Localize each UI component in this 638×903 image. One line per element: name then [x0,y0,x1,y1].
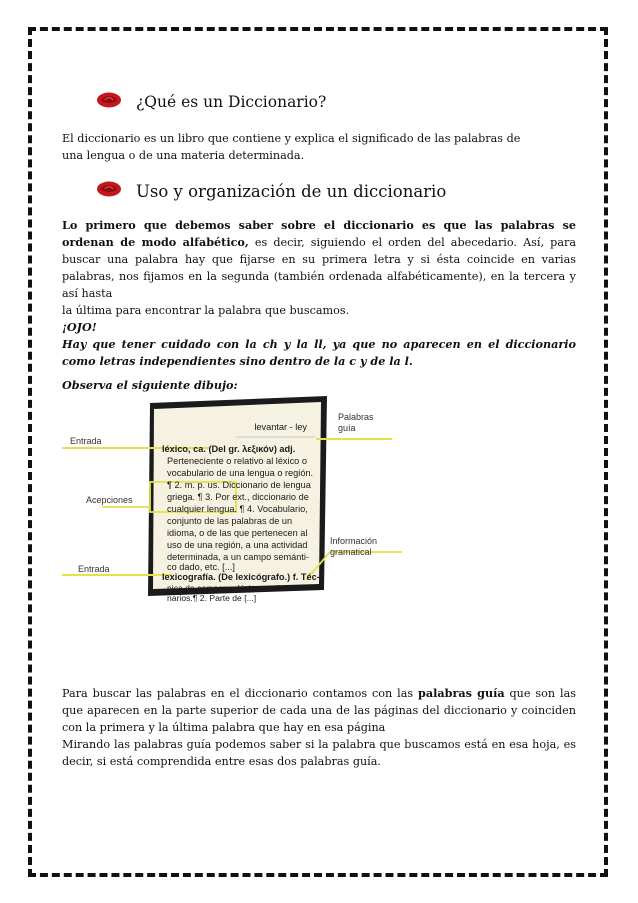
guide-words-text-end: que son las que aparecen en la parte superior de cada una de las páginas del diccionario y coinciden con la primera y la última palabra que hay en esa página [62,687,576,734]
entry-line: ¶ 2. m. p. us. Diccionario de lengua [167,480,311,490]
entry-line: nica de componer léxicos o diccio- [167,583,299,593]
entry-line: co dado, etc. [...] [167,562,235,572]
guide-words-text: levantar - ley [254,422,307,432]
guide-words-second-paragraph: Mirando las palabras guía podemos saber si la palabra que buscamos está en esa hoja, es decir, si está comprendida entre esas dos palabras guía. [62,738,576,768]
definition-line-1: El diccionario es un libro que contiene y explica el significado de las palabras de [62,132,521,145]
alphabetical-order-text: es decir, siguiendo el orden del abecedario. Así, para buscar una palabra hay que fijarse en su primera letra y si ésta coincide en varias palabras, nos fijamos en la segunda (también ordenada alfabéticamente), en la tercera y así hasta [62,236,577,300]
entry-line: conjunto de las palabras de un [167,516,293,526]
entry-line: determinada, a un campo semánti- [167,552,309,562]
label-info-2: gramatical [330,547,372,557]
entry-line: idioma, o de las que pertenecen al [167,528,308,538]
guide-words-text-start: Para buscar las palabras en el diccionario contamos con las [62,687,419,700]
entry-line: léxico, ca. (Del gr. λεξικόν) adj. [162,444,296,454]
entry-line: vocabulario de una lengua o región. [167,468,314,478]
label-meanings: Acepciones [86,495,133,505]
observe-caption-text: Observa el siguiente dibujo: [62,378,238,392]
heading-what-is-dictionary: ¿Qué es un Diccionario? [136,93,327,111]
entry-line: uso de una región, a una actividad [167,540,308,550]
entry-line: lexicografía. (De lexicógrafo.) f. Téc- [162,572,320,582]
entry-line: griega. ¶ 3. Por ext., diccionario de [167,492,309,502]
label-entry-2: Entrada [78,564,110,574]
rose-icon [96,181,122,197]
label-info-1: Información [330,536,378,546]
heading-use-organization: Uso y organización de un diccionario [136,182,447,201]
ojo-label: ¡OJO! [62,320,97,334]
guide-words-bold: palabras guía [418,686,505,700]
entry-line: narios.¶ 2. Parte de [...] [167,593,257,603]
label-guide-1: Palabras [338,412,374,422]
rose-icon [96,92,122,108]
entry-line: Perteneciente o relativo al léxico o [167,456,307,466]
label-entry-1: Entrada [70,436,102,446]
entry-line: cualquier lengua. ¶ 4. Vocabulario, [167,504,308,514]
label-guide-2: guía [338,423,356,433]
ch-ll-warning: Hay que tener cuidado con la ch y la ll, ya que no aparecen en el diccionario como letras independientes sino dentro de la c y de la l. [62,337,576,368]
alphabetical-order-last-line: la última para encontrar la palabra que buscamos. [62,304,350,317]
alphabetical-order-paragraph [62,217,576,370]
definition-line-2: una lengua o de una materia determinada. [62,149,305,162]
guide-words-paragraph [62,685,576,770]
dictionary-page-illustration [62,392,576,610]
alphabetical-order-bold: Lo primero que debemos saber sobre el diccionario es que las palabras se ordenan de modo alfabético, [62,218,576,249]
definition-paragraph [62,130,576,164]
